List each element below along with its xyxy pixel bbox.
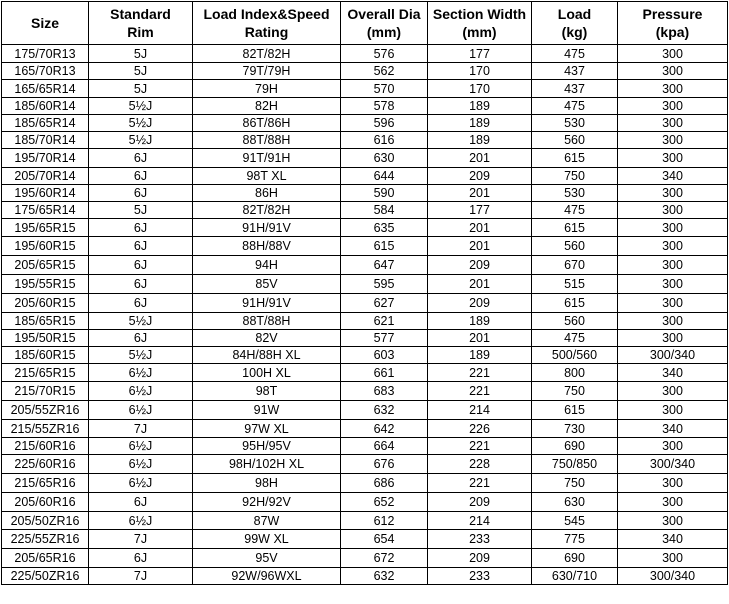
cell-pressure: 300/340 bbox=[618, 347, 728, 364]
cell-pressure: 300 bbox=[618, 330, 728, 347]
cell-overall-dia: 642 bbox=[341, 420, 428, 438]
table-row bbox=[2, 364, 728, 382]
cell-overall-dia: 627 bbox=[341, 294, 428, 313]
cell-pressure: 300 bbox=[618, 132, 728, 149]
table-row bbox=[2, 219, 728, 237]
cell-standard-rim: 7J bbox=[89, 420, 193, 438]
table-row bbox=[2, 63, 728, 80]
cell-size: 185/65R15 bbox=[2, 313, 89, 330]
cell-pressure: 300 bbox=[618, 438, 728, 455]
cell-size: 195/65R15 bbox=[2, 219, 89, 237]
cell-standard-rim: 5½J bbox=[89, 115, 193, 132]
cell-section-width: 221 bbox=[428, 382, 532, 401]
cell-overall-dia: 683 bbox=[341, 382, 428, 401]
cell-load-index-speed-rating: 88T/88H bbox=[193, 132, 341, 149]
cell-overall-dia: 562 bbox=[341, 63, 428, 80]
cell-standard-rim: 6J bbox=[89, 330, 193, 347]
cell-section-width: 189 bbox=[428, 313, 532, 330]
cell-standard-rim: 6½J bbox=[89, 364, 193, 382]
column-header-size bbox=[2, 2, 89, 45]
cell-pressure: 300 bbox=[618, 202, 728, 219]
cell-pressure: 300 bbox=[618, 294, 728, 313]
table-row bbox=[2, 294, 728, 313]
cell-pressure: 300 bbox=[618, 219, 728, 237]
cell-pressure: 300 bbox=[618, 401, 728, 420]
cell-standard-rim: 6J bbox=[89, 294, 193, 313]
cell-overall-dia: 576 bbox=[341, 45, 428, 63]
cell-overall-dia: 596 bbox=[341, 115, 428, 132]
cell-section-width: 201 bbox=[428, 237, 532, 256]
cell-load-index-speed-rating: 88H/88V bbox=[193, 237, 341, 256]
cell-standard-rim: 6J bbox=[89, 185, 193, 202]
cell-pressure: 300 bbox=[618, 549, 728, 568]
cell-size: 215/70R15 bbox=[2, 382, 89, 401]
cell-load: 560 bbox=[532, 313, 618, 330]
cell-section-width: 221 bbox=[428, 364, 532, 382]
cell-standard-rim: 5J bbox=[89, 63, 193, 80]
cell-size: 195/70R14 bbox=[2, 149, 89, 168]
cell-load-index-speed-rating: 92H/92V bbox=[193, 493, 341, 512]
cell-load-index-speed-rating: 86T/86H bbox=[193, 115, 341, 132]
column-header-section-width bbox=[428, 2, 532, 45]
cell-load: 615 bbox=[532, 149, 618, 168]
cell-load-index-speed-rating: 86H bbox=[193, 185, 341, 202]
cell-load-index-speed-rating: 91H/91V bbox=[193, 294, 341, 313]
cell-load-index-speed-rating: 91T/91H bbox=[193, 149, 341, 168]
cell-load: 475 bbox=[532, 45, 618, 63]
cell-load-index-speed-rating: 98H bbox=[193, 474, 341, 493]
cell-size: 195/60R15 bbox=[2, 237, 89, 256]
table-row bbox=[2, 313, 728, 330]
cell-load-index-speed-rating: 82H bbox=[193, 98, 341, 115]
table-row bbox=[2, 98, 728, 115]
cell-load-index-speed-rating: 84H/88H XL bbox=[193, 347, 341, 364]
cell-pressure: 300 bbox=[618, 237, 728, 256]
cell-standard-rim: 5½J bbox=[89, 313, 193, 330]
cell-pressure: 300/340 bbox=[618, 568, 728, 585]
cell-overall-dia: 654 bbox=[341, 530, 428, 549]
table-row bbox=[2, 512, 728, 530]
cell-size: 225/55ZR16 bbox=[2, 530, 89, 549]
table-row bbox=[2, 382, 728, 401]
cell-load: 475 bbox=[532, 202, 618, 219]
cell-load: 730 bbox=[532, 420, 618, 438]
cell-size: 165/65R14 bbox=[2, 80, 89, 98]
cell-load-index-speed-rating: 85V bbox=[193, 275, 341, 294]
cell-section-width: 189 bbox=[428, 98, 532, 115]
column-header-standard-rim bbox=[89, 2, 193, 45]
table-row bbox=[2, 45, 728, 63]
cell-standard-rim: 6J bbox=[89, 219, 193, 237]
cell-standard-rim: 6½J bbox=[89, 512, 193, 530]
cell-overall-dia: 686 bbox=[341, 474, 428, 493]
cell-load: 615 bbox=[532, 219, 618, 237]
column-header-pressure bbox=[618, 2, 728, 45]
cell-load: 560 bbox=[532, 132, 618, 149]
cell-size: 215/65R16 bbox=[2, 474, 89, 493]
cell-overall-dia: 676 bbox=[341, 455, 428, 474]
cell-size: 205/65R15 bbox=[2, 256, 89, 275]
cell-pressure: 300 bbox=[618, 256, 728, 275]
cell-load: 530 bbox=[532, 115, 618, 132]
cell-load: 690 bbox=[532, 549, 618, 568]
cell-overall-dia: 595 bbox=[341, 275, 428, 294]
table-row bbox=[2, 275, 728, 294]
cell-load-index-speed-rating: 98T XL bbox=[193, 168, 341, 185]
cell-overall-dia: 584 bbox=[341, 202, 428, 219]
cell-size: 185/70R14 bbox=[2, 132, 89, 149]
column-header-line1: Load bbox=[557, 6, 592, 22]
cell-overall-dia: 672 bbox=[341, 549, 428, 568]
cell-pressure: 340 bbox=[618, 364, 728, 382]
cell-section-width: 177 bbox=[428, 45, 532, 63]
cell-pressure: 300 bbox=[618, 185, 728, 202]
cell-standard-rim: 6½J bbox=[89, 474, 193, 493]
cell-load: 500/560 bbox=[532, 347, 618, 364]
cell-load: 437 bbox=[532, 80, 618, 98]
table-row bbox=[2, 420, 728, 438]
column-header-line1: Size bbox=[30, 15, 59, 31]
cell-load: 750 bbox=[532, 168, 618, 185]
cell-overall-dia: 644 bbox=[341, 168, 428, 185]
cell-pressure: 300 bbox=[618, 149, 728, 168]
cell-standard-rim: 6½J bbox=[89, 455, 193, 474]
column-header-line2: (kg) bbox=[561, 24, 588, 40]
table-row bbox=[2, 237, 728, 256]
cell-section-width: 209 bbox=[428, 549, 532, 568]
table-row bbox=[2, 185, 728, 202]
cell-pressure: 300 bbox=[618, 493, 728, 512]
cell-load: 630/710 bbox=[532, 568, 618, 585]
column-header-line1: Pressure bbox=[642, 6, 703, 22]
cell-pressure: 300 bbox=[618, 512, 728, 530]
column-header-line1: Standard bbox=[110, 6, 171, 22]
cell-load-index-speed-rating: 98T bbox=[193, 382, 341, 401]
cell-load-index-speed-rating: 87W bbox=[193, 512, 341, 530]
cell-overall-dia: 616 bbox=[341, 132, 428, 149]
cell-pressure: 300/340 bbox=[618, 455, 728, 474]
cell-pressure: 300 bbox=[618, 63, 728, 80]
cell-size: 205/70R14 bbox=[2, 168, 89, 185]
cell-section-width: 170 bbox=[428, 80, 532, 98]
table-row bbox=[2, 401, 728, 420]
cell-pressure: 340 bbox=[618, 420, 728, 438]
cell-load: 670 bbox=[532, 256, 618, 275]
table-row bbox=[2, 493, 728, 512]
cell-section-width: 233 bbox=[428, 530, 532, 549]
cell-overall-dia: 603 bbox=[341, 347, 428, 364]
cell-standard-rim: 5J bbox=[89, 45, 193, 63]
cell-pressure: 300 bbox=[618, 98, 728, 115]
table-row bbox=[2, 549, 728, 568]
cell-standard-rim: 6J bbox=[89, 237, 193, 256]
cell-size: 185/65R14 bbox=[2, 115, 89, 132]
cell-load: 750/850 bbox=[532, 455, 618, 474]
cell-standard-rim: 7J bbox=[89, 530, 193, 549]
cell-size: 205/50ZR16 bbox=[2, 512, 89, 530]
cell-pressure: 300 bbox=[618, 313, 728, 330]
cell-pressure: 300 bbox=[618, 115, 728, 132]
cell-standard-rim: 6½J bbox=[89, 401, 193, 420]
cell-pressure: 300 bbox=[618, 80, 728, 98]
cell-section-width: 226 bbox=[428, 420, 532, 438]
cell-pressure: 340 bbox=[618, 168, 728, 185]
cell-section-width: 209 bbox=[428, 493, 532, 512]
cell-load: 545 bbox=[532, 512, 618, 530]
cell-section-width: 201 bbox=[428, 185, 532, 202]
cell-standard-rim: 6J bbox=[89, 549, 193, 568]
table-row bbox=[2, 168, 728, 185]
cell-standard-rim: 7J bbox=[89, 568, 193, 585]
table-row bbox=[2, 455, 728, 474]
cell-load-index-speed-rating: 82T/82H bbox=[193, 45, 341, 63]
cell-load-index-speed-rating: 82V bbox=[193, 330, 341, 347]
cell-load: 530 bbox=[532, 185, 618, 202]
cell-size: 185/60R14 bbox=[2, 98, 89, 115]
cell-load-index-speed-rating: 91H/91V bbox=[193, 219, 341, 237]
column-header-line2: (mm) bbox=[366, 24, 402, 40]
cell-standard-rim: 6½J bbox=[89, 438, 193, 455]
table-row bbox=[2, 149, 728, 168]
cell-load: 560 bbox=[532, 237, 618, 256]
cell-load-index-speed-rating: 79H bbox=[193, 80, 341, 98]
cell-overall-dia: 632 bbox=[341, 568, 428, 585]
cell-size: 205/65R16 bbox=[2, 549, 89, 568]
cell-load-index-speed-rating: 92W/96WXL bbox=[193, 568, 341, 585]
cell-overall-dia: 632 bbox=[341, 401, 428, 420]
cell-load: 475 bbox=[532, 330, 618, 347]
table-row bbox=[2, 132, 728, 149]
cell-pressure: 300 bbox=[618, 474, 728, 493]
cell-section-width: 214 bbox=[428, 401, 532, 420]
cell-pressure: 340 bbox=[618, 530, 728, 549]
cell-size: 225/50ZR16 bbox=[2, 568, 89, 585]
cell-load: 800 bbox=[532, 364, 618, 382]
cell-load: 630 bbox=[532, 493, 618, 512]
cell-overall-dia: 570 bbox=[341, 80, 428, 98]
cell-load: 750 bbox=[532, 474, 618, 493]
cell-standard-rim: 6½J bbox=[89, 382, 193, 401]
cell-section-width: 209 bbox=[428, 256, 532, 275]
cell-load-index-speed-rating: 100H XL bbox=[193, 364, 341, 382]
cell-load-index-speed-rating: 91W bbox=[193, 401, 341, 420]
cell-section-width: 201 bbox=[428, 330, 532, 347]
table-row bbox=[2, 347, 728, 364]
cell-size: 175/65R14 bbox=[2, 202, 89, 219]
cell-load-index-speed-rating: 95V bbox=[193, 549, 341, 568]
cell-overall-dia: 647 bbox=[341, 256, 428, 275]
table-body bbox=[2, 45, 728, 585]
cell-load-index-speed-rating: 98H/102H XL bbox=[193, 455, 341, 474]
cell-overall-dia: 590 bbox=[341, 185, 428, 202]
cell-size: 215/60R16 bbox=[2, 438, 89, 455]
cell-overall-dia: 652 bbox=[341, 493, 428, 512]
cell-load-index-speed-rating: 95H/95V bbox=[193, 438, 341, 455]
table-row bbox=[2, 115, 728, 132]
cell-standard-rim: 5J bbox=[89, 202, 193, 219]
column-header-line1: Overall Dia bbox=[347, 6, 421, 22]
cell-section-width: 209 bbox=[428, 294, 532, 313]
column-header-overall-dia bbox=[341, 2, 428, 45]
column-header-line1: Load Index&Speed bbox=[203, 6, 330, 22]
cell-section-width: 209 bbox=[428, 168, 532, 185]
cell-size: 215/55ZR16 bbox=[2, 420, 89, 438]
cell-standard-rim: 5J bbox=[89, 80, 193, 98]
cell-load: 515 bbox=[532, 275, 618, 294]
table-row bbox=[2, 330, 728, 347]
cell-load: 750 bbox=[532, 382, 618, 401]
cell-standard-rim: 6J bbox=[89, 256, 193, 275]
cell-section-width: 201 bbox=[428, 149, 532, 168]
cell-load-index-speed-rating: 94H bbox=[193, 256, 341, 275]
cell-section-width: 201 bbox=[428, 219, 532, 237]
cell-load-index-speed-rating: 88T/88H bbox=[193, 313, 341, 330]
cell-overall-dia: 578 bbox=[341, 98, 428, 115]
cell-standard-rim: 6J bbox=[89, 493, 193, 512]
cell-standard-rim: 6J bbox=[89, 149, 193, 168]
cell-section-width: 189 bbox=[428, 115, 532, 132]
cell-size: 195/50R15 bbox=[2, 330, 89, 347]
column-header-line2: Rim bbox=[127, 24, 154, 40]
cell-load: 437 bbox=[532, 63, 618, 80]
column-header-line1: Section Width bbox=[432, 6, 527, 22]
cell-load-index-speed-rating: 97W XL bbox=[193, 420, 341, 438]
cell-section-width: 221 bbox=[428, 438, 532, 455]
cell-section-width: 201 bbox=[428, 275, 532, 294]
cell-overall-dia: 612 bbox=[341, 512, 428, 530]
cell-standard-rim: 5½J bbox=[89, 98, 193, 115]
cell-pressure: 300 bbox=[618, 275, 728, 294]
cell-size: 175/70R13 bbox=[2, 45, 89, 63]
tire-spec-table bbox=[1, 1, 728, 585]
cell-load: 615 bbox=[532, 401, 618, 420]
cell-standard-rim: 6J bbox=[89, 168, 193, 185]
cell-load: 475 bbox=[532, 98, 618, 115]
cell-load-index-speed-rating: 99W XL bbox=[193, 530, 341, 549]
cell-size: 185/60R15 bbox=[2, 347, 89, 364]
table-row bbox=[2, 80, 728, 98]
table-row bbox=[2, 568, 728, 585]
cell-load: 690 bbox=[532, 438, 618, 455]
cell-overall-dia: 635 bbox=[341, 219, 428, 237]
column-header-line2: (kpa) bbox=[655, 24, 690, 40]
cell-section-width: 170 bbox=[428, 63, 532, 80]
cell-section-width: 177 bbox=[428, 202, 532, 219]
cell-pressure: 300 bbox=[618, 45, 728, 63]
column-header-load-index-speed-rating bbox=[193, 2, 341, 45]
cell-section-width: 189 bbox=[428, 132, 532, 149]
cell-load-index-speed-rating: 82T/82H bbox=[193, 202, 341, 219]
cell-standard-rim: 5½J bbox=[89, 347, 193, 364]
cell-size: 205/60R16 bbox=[2, 493, 89, 512]
cell-overall-dia: 615 bbox=[341, 237, 428, 256]
cell-size: 205/55ZR16 bbox=[2, 401, 89, 420]
cell-size: 195/55R15 bbox=[2, 275, 89, 294]
column-header-line2: (mm) bbox=[462, 24, 497, 40]
cell-overall-dia: 577 bbox=[341, 330, 428, 347]
table-row bbox=[2, 202, 728, 219]
cell-standard-rim: 6J bbox=[89, 275, 193, 294]
table-row bbox=[2, 474, 728, 493]
cell-load: 775 bbox=[532, 530, 618, 549]
cell-size: 225/60R16 bbox=[2, 455, 89, 474]
column-header-line2: Rating bbox=[244, 24, 289, 40]
table-header-row bbox=[2, 2, 728, 45]
cell-load: 615 bbox=[532, 294, 618, 313]
cell-overall-dia: 664 bbox=[341, 438, 428, 455]
cell-size: 195/60R14 bbox=[2, 185, 89, 202]
cell-overall-dia: 630 bbox=[341, 149, 428, 168]
cell-size: 165/70R13 bbox=[2, 63, 89, 80]
cell-size: 215/65R15 bbox=[2, 364, 89, 382]
cell-overall-dia: 621 bbox=[341, 313, 428, 330]
table-row bbox=[2, 256, 728, 275]
cell-load-index-speed-rating: 79T/79H bbox=[193, 63, 341, 80]
cell-standard-rim: 5½J bbox=[89, 132, 193, 149]
cell-pressure: 300 bbox=[618, 382, 728, 401]
cell-section-width: 189 bbox=[428, 347, 532, 364]
cell-size: 205/60R15 bbox=[2, 294, 89, 313]
table-row bbox=[2, 438, 728, 455]
column-header-load bbox=[532, 2, 618, 45]
cell-section-width: 214 bbox=[428, 512, 532, 530]
table-row bbox=[2, 530, 728, 549]
cell-section-width: 228 bbox=[428, 455, 532, 474]
cell-section-width: 233 bbox=[428, 568, 532, 585]
cell-section-width: 221 bbox=[428, 474, 532, 493]
cell-overall-dia: 661 bbox=[341, 364, 428, 382]
